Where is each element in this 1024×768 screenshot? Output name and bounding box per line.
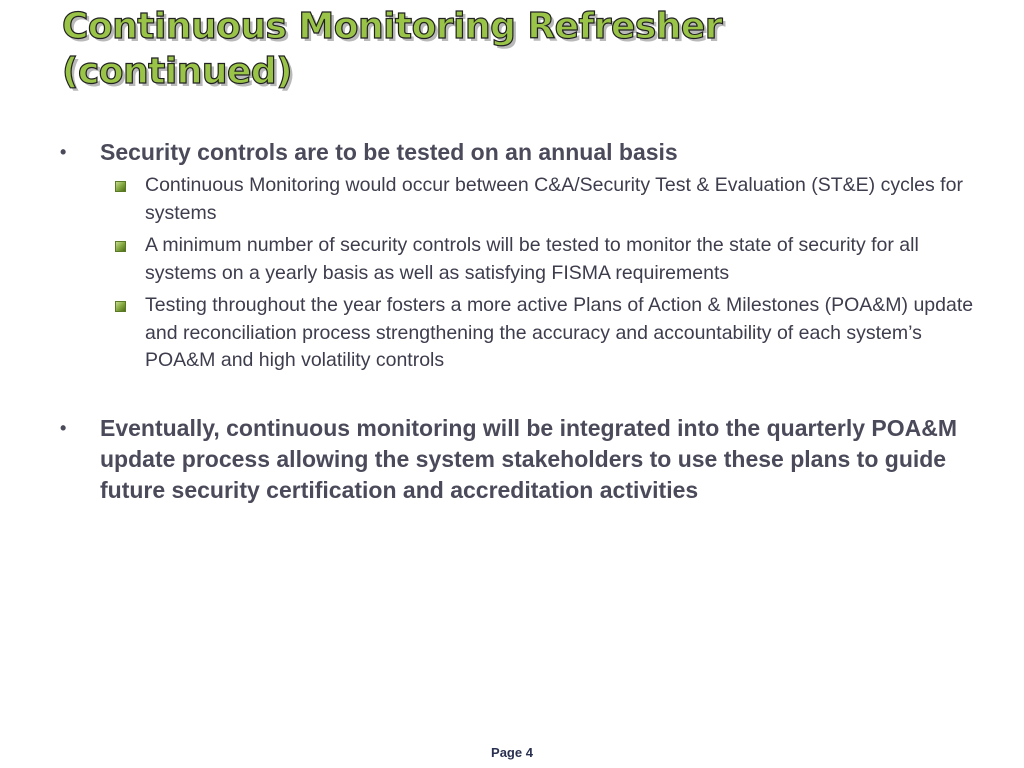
sub-bullet-item: [56, 172, 976, 227]
bullet-text: Eventually, continuous monitoring will be integrated into the quarterly POA&M update process allowing the system stakeholders to use these plans to guide future security certification and accreditation activities: [100, 414, 958, 503]
slide-title: [62, 4, 962, 94]
sub-bullet-text: Continuous Monitoring would occur between C&A/Security Test & Evaluation (ST&E) cycles for systems: [145, 174, 963, 224]
bullet-text: Security controls are to be tested on an annual basis: [100, 139, 678, 165]
green-square-bullet-icon: [115, 301, 126, 312]
sub-bullet-item: [56, 232, 976, 287]
sub-bullet-list: [56, 172, 976, 375]
bullet-dot-icon: •: [60, 417, 67, 438]
bullet-item-1: [56, 137, 976, 168]
slide-title-line-1: Continuous Monitoring Refresher: [62, 6, 723, 47]
green-square-bullet-icon: [115, 181, 126, 192]
page-number: Page 4: [491, 745, 533, 760]
bullet-dot-icon: •: [60, 142, 67, 162]
slide-body: [56, 137, 976, 506]
sub-bullet-item: [56, 292, 976, 375]
sub-bullet-text: A minimum number of security controls will be tested to monitor the state of security for all systems on a yearly basis as well as satisfying FISMA requirements: [145, 234, 919, 284]
green-square-bullet-icon: [115, 241, 126, 252]
sub-bullet-text: Testing throughout the year fosters a more active Plans of Action & Milestones (POA&M) update and reconciliation process strengthening the accuracy and accountability of each system’s POA&M and high volatility controls: [145, 294, 974, 371]
slide-title-line-2: (continued): [62, 51, 293, 92]
bullet-item-2: [56, 413, 976, 506]
